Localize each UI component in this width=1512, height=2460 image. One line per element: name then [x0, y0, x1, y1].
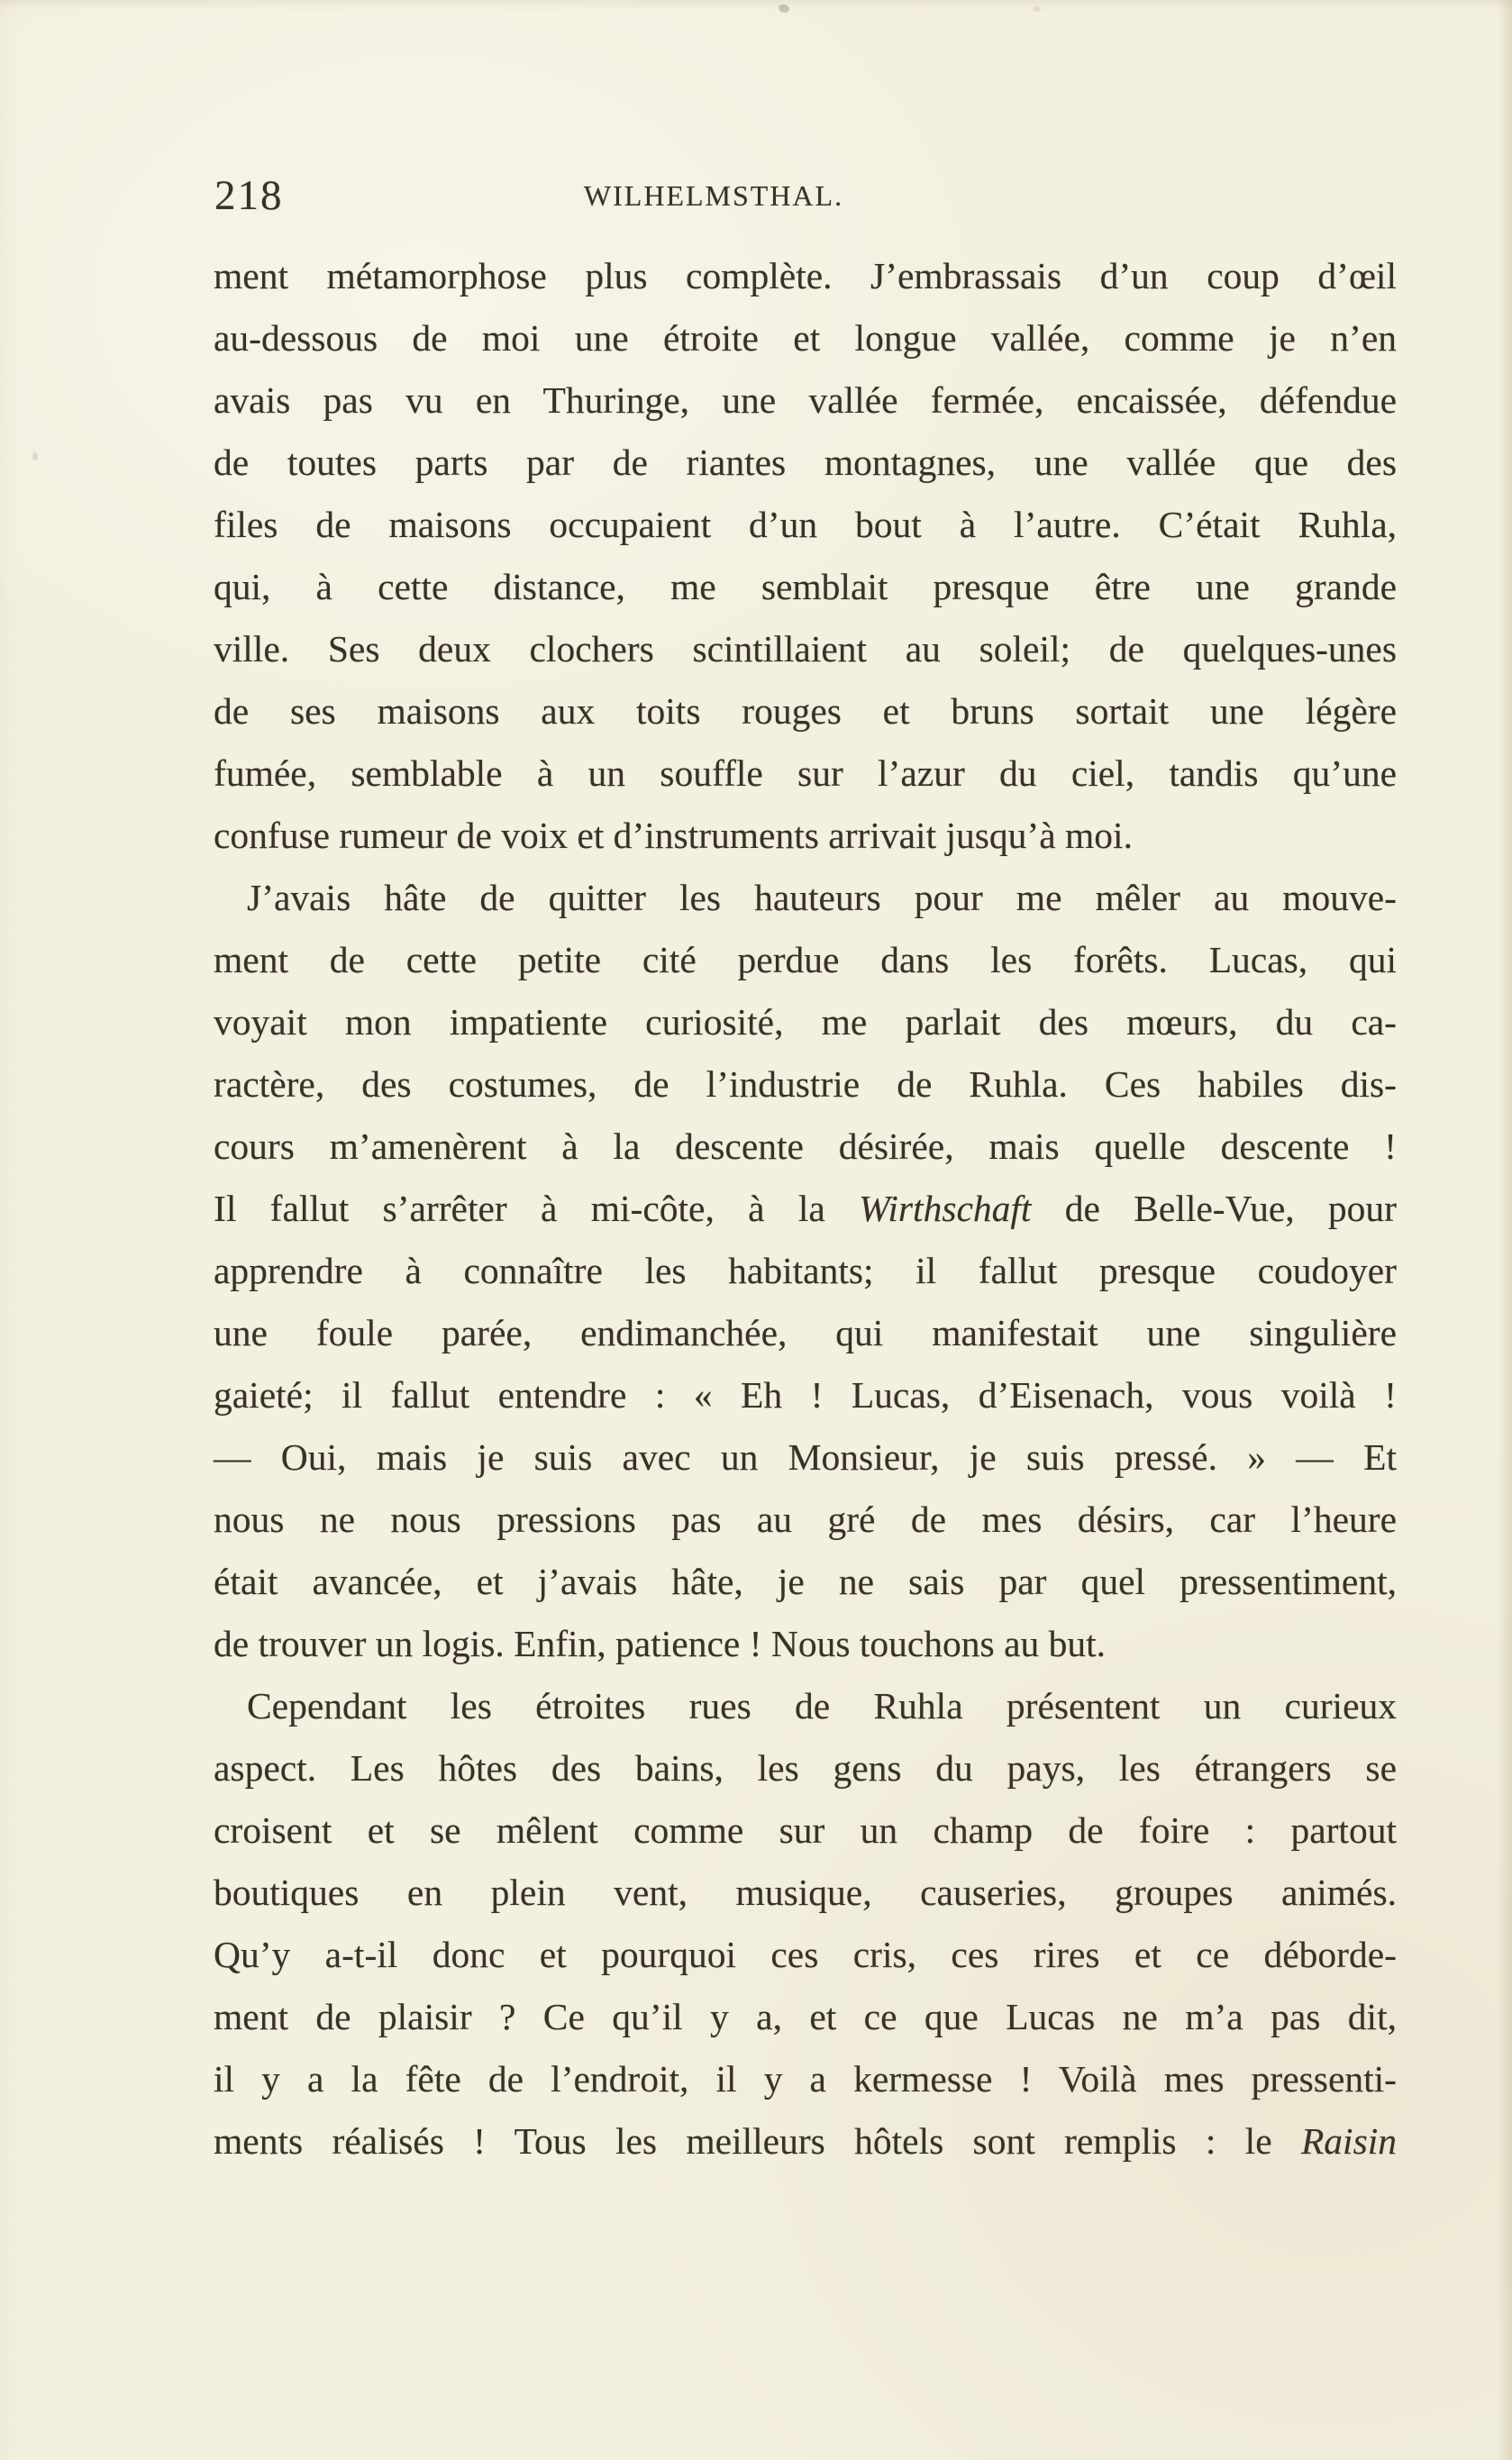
text-line — [214, 1240, 1397, 1302]
text-segment: voyait mon impatiente curiosité, me parlait des mœurs, du ca- — [214, 1001, 1397, 1043]
page-number: 218 — [214, 172, 284, 219]
text-line — [214, 369, 1397, 432]
text-line — [214, 1551, 1397, 1613]
text-line — [214, 2110, 1397, 2173]
text-segment: croisent et se mêlent comme sur un champ de foire : partout — [214, 1809, 1397, 1851]
text-line — [214, 245, 1397, 307]
text-line — [214, 1116, 1397, 1178]
text-line — [214, 1178, 1397, 1240]
text-segment: files de maisons occupaient d’un bout à l’autre. C’était Ruhla, — [214, 504, 1397, 545]
text-line — [214, 805, 1397, 867]
text-segment: de Belle-Vue, pour — [1031, 1188, 1397, 1229]
text-line — [214, 307, 1397, 369]
text-segment: au-dessous de moi une étroite et longue vallée, comme je n’en — [214, 317, 1397, 359]
text-line — [214, 1924, 1397, 1986]
text-segment: ville. Ses deux clochers scintillaient au soleil; de quelques-unes — [214, 628, 1397, 670]
italic-text: Wirthschaft — [859, 1188, 1032, 1229]
text-segment: Il fallut s’arrêter à mi-côte, à la — [214, 1188, 860, 1229]
text-line — [214, 1986, 1397, 2048]
text-line — [214, 1053, 1397, 1116]
text-segment: il y a la fête de l’endroit, il y a kermesse ! Voilà mes pressenti- — [214, 2058, 1397, 2100]
scan-speck — [778, 3, 790, 14]
text-segment: une foule parée, endimanchée, qui manifestait une singulière — [214, 1312, 1397, 1353]
scan-speck — [32, 452, 38, 460]
text-segment: aspect. Les hôtes des bains, les gens du pays, les étrangers se — [214, 1747, 1397, 1789]
text-segment: ments réalisés ! Tous les meilleurs hôtels sont remplis : le — [214, 2120, 1301, 2162]
text-line — [214, 1675, 1397, 1737]
text-segment: de toutes parts par de riantes montagnes, une vallée que des — [214, 442, 1397, 483]
text-segment: de ses maisons aux toits rouges et bruns sortait une légère — [214, 690, 1397, 732]
text-segment: gaieté; il fallut entendre : « Eh ! Lucas, d’Eisenach, vous voilà ! — [214, 1374, 1397, 1416]
text-segment: confuse rumeur de voix et d’instruments arrivait jusqu’à moi. — [214, 815, 1133, 856]
text-line — [214, 991, 1397, 1053]
text-line — [214, 867, 1397, 929]
text-line — [214, 1426, 1397, 1489]
text-line — [214, 1862, 1397, 1924]
text-segment: apprendre à connaître les habitants; il fallut presque coudoyer — [214, 1250, 1397, 1291]
text-segment: ment de cette petite cité perdue dans les forêts. Lucas, qui — [214, 939, 1397, 980]
text-line — [214, 618, 1397, 680]
text-segment: ment de plaisir ? Ce qu’il y a, et ce que Lucas ne m’a pas dit, — [214, 1996, 1397, 2037]
text-line — [214, 494, 1397, 556]
text-line — [214, 1613, 1397, 1675]
text-line — [214, 929, 1397, 991]
text-line — [214, 1737, 1397, 1799]
running-title: WILHELMSTHAL. — [583, 179, 844, 212]
text-segment: avais pas vu en Thuringe, une vallée fermée, encaissée, défendue — [214, 379, 1397, 421]
text-segment: nous ne nous pressions pas au gré de mes désirs, car l’heure — [214, 1499, 1397, 1540]
text-segment: ractère, des costumes, de l’industrie de Ruhla. Ces habiles dis- — [214, 1063, 1397, 1105]
italic-text: Raisin — [1300, 2120, 1397, 2162]
text-segment: Cependant les étroites rues de Ruhla présentent un curieux — [247, 1685, 1397, 1727]
scan-speck — [1033, 6, 1041, 12]
text-segment: ment métamorphose plus complète. J’embrassais d’un coup d’œil — [214, 255, 1397, 296]
text-line — [214, 1302, 1397, 1364]
text-line — [214, 1364, 1397, 1426]
text-line — [214, 1799, 1397, 1862]
text-segment: fumée, semblable à un souffle sur l’azur du ciel, tandis qu’une — [214, 752, 1397, 794]
text-segment: de trouver un logis. Enfin, patience ! Nous touchons au but. — [214, 1623, 1107, 1664]
text-line — [214, 1489, 1397, 1551]
text-segment: qui, à cette distance, me semblait presque être une grande — [214, 566, 1397, 607]
text-line — [214, 432, 1397, 494]
text-segment: cours m’amenèrent à la descente désirée, mais quelle descente ! — [214, 1125, 1397, 1167]
text-segment: — Oui, mais je suis avec un Monsieur, je suis pressé. » — Et — [214, 1436, 1397, 1478]
text-segment: Qu’y a-t-il donc et pourquoi ces cris, ces rires et ce déborde- — [214, 1934, 1397, 1975]
body-text — [214, 245, 1397, 2173]
text-line — [214, 556, 1397, 618]
text-segment: boutiques en plein vent, musique, causeries, groupes animés. — [214, 1872, 1397, 1913]
text-line — [214, 743, 1397, 805]
text-segment: était avancée, et j’avais hâte, je ne sais par quel pressentiment, — [214, 1561, 1397, 1602]
text-segment: J’avais hâte de quitter les hauteurs pour me mêler au mouve- — [247, 877, 1397, 918]
text-line — [214, 2048, 1397, 2110]
text-line — [214, 680, 1397, 743]
